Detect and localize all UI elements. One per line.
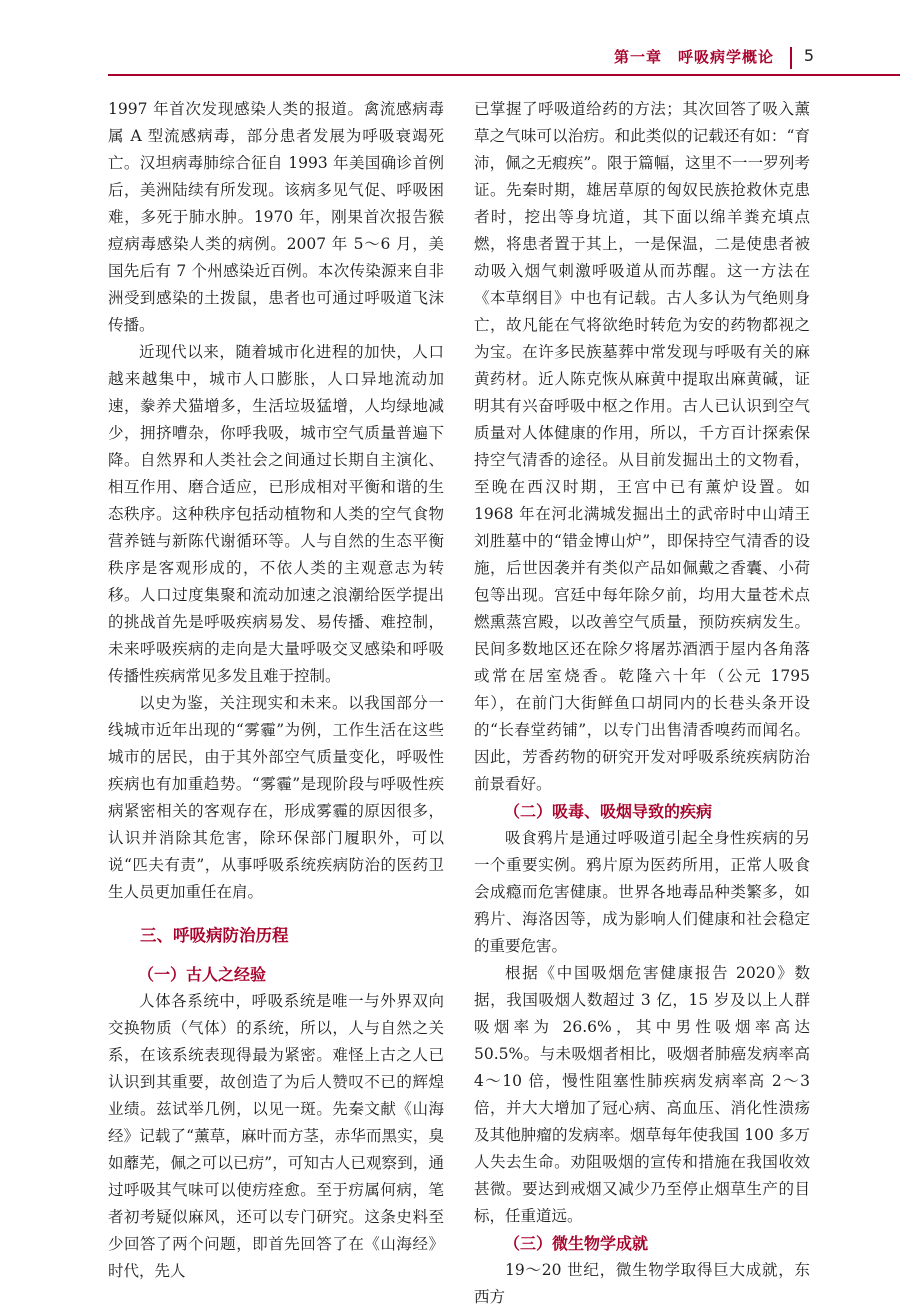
- paragraph: 近现代以来，随着城市化进程的加快，人口越来越集中，城市人口膨胀，人口异地流动加速，豢养犬猫增多，生活垃圾猛增，人均绿地减少，拥挤嘈杂，你呼我吸，城市空气质量普遍下降。自然界和人类社会之间通过长期自主演化、相互作用、磨合适应，已形成相对平衡和谐的生态秩序。这种秩序包括动植物和人类的空气食物营养链与新陈代谢循环等。人与自然的生态平衡秩序是客观形成的，不依人类的主观意志为转移。人口过度集聚和流动加速之浪潮给医学提出的挑战首先是呼吸疾病易发、易传播、难控制，未来呼吸疾病的走向是大量呼吸交叉感染和呼吸传播性疾病常见多发且难于控制。: [108, 343, 444, 685]
- paragraph: 人体各系统中，呼吸系统是唯一与外界双向交换物质（气体）的系统，所以，人与自然之关系，在该系统表现得最为紧密。难怪上古之人已认识到其重要，故创造了为后人赞叹不已的辉煌业绩。兹试举几例，以见一斑。先秦文献《山海经》记载了“薰草，麻叶而方茎，赤华而黑实，臭如蘼芜，佩之可以已疠”，可知古人已观察到，通过呼吸其气味可以使疠痊愈。至于疠属何病，笔者初考疑似麻风，还可以专门研究。这条史料至少回答了两个问题，即首先回答了在《山海经》时代，先人: [108, 992, 444, 1280]
- page-number: 5: [803, 46, 814, 65]
- paragraph: 1997 年首次发现感染人类的报道。禽流感病毒属 A 型流感病毒，部分患者发展为呼吸衰竭死亡。汉坦病毒肺综合征自 1993 年美国确诊首例后，美洲陆续有所发现。该病多见气促、呼吸困难，多死于肺水肿。1970 年，刚果首次报告猴痘病毒感染人类的病例。2007 年 5～6 月，美国先后有 7 个州感染近百例。本次传染源来自非洲受到感染的土拨鼠，患者也可通过呼吸道飞沫传播。: [108, 100, 444, 334]
- subsection-heading: （一）古人之经验: [138, 965, 267, 984]
- paragraph: 已掌握了呼吸道给药的方法；其次回答了吸入薰草之气味可以治疠。和此类似的记载还有如：“育沛，佩之无瘕疾”。限于篇幅，这里不一一罗列考证。先秦时期，雄居草原的匈奴民族抢救休克患者时，挖出等身坑道，其下面以绵羊粪充填点燃，将患者置于其上，一是保温，二是使患者被动吸入烟气刺激呼吸道从而苏醒。这一方法在《本草纲目》中也有记载。古人多认为气绝则身亡，故凡能在气将欲绝时转危为安的药物都视之为宝。在许多民族墓葬中常发现与呼吸有关的麻黄药材。近人陈克恢从麻黄中提取出麻黄碱，证明其有兴奋呼吸中枢之作用。古人已认识到空气质量对人体健康的作用，所以，千方百计探索保持空气清香的途径。从目前发掘出土的文物看，至晚在西汉时期，王宫中已有薰炉设置。如 1968 年在河北满城发掘出土的武帝时中山靖王刘胜墓中的“错金博山炉”，即保持空气清香的设施，后世因袭并有类似产品如佩戴之香囊、小荷包等出现。宫廷中每年除夕前，均用大量苍术点燃熏蒸宫殿，以改善空气质量，预防疾病发生。民间多数地区还在除夕将屠苏酒洒于屋内各角落或常在居室烧香。乾隆六十年（公元 1795 年），在前门大街鲜鱼口胡同内的长巷头条开设的“长春堂药铺”，以专门出售清香嗅药而闻名。因此，芳香药物的研究开发对呼吸系统疾病防治前景看好。: [474, 100, 810, 793]
- paragraph: 根据《中国吸烟危害健康报告 2020》数据，我国吸烟人数超过 3 亿，15 岁及以上人群吸烟率为 26.6%，其中男性吸烟率高达 50.5%。与未吸烟者相比，吸烟者肺癌发病率高 4～10 倍，慢性阻塞性肺疾病发病率高 2～3 倍，并大大增加了冠心病、高血压、消化性溃疡及其他肿瘤的发病率。烟草每年使我国 100 多万人失去生命。劝阻吸烟的宣传和措施在我国收效甚微。要达到戒烟又减少乃至停止烟草生产的目标，任重道远。: [474, 964, 810, 1225]
- left-column: [108, 96, 444, 1285]
- chapter-title: 第一章 呼吸病学概论: [613, 48, 774, 66]
- subsection-heading: （二）吸毒、吸烟导致的疾病: [504, 802, 713, 821]
- paragraph: 19～20 世纪，微生物学取得巨大成就，东西方: [474, 1261, 810, 1306]
- paragraph: 以史为鉴，关注现实和未来。以我国部分一线城市近年出现的“雾霾”为例，工作生活在这些城市的居民，由于其外部空气质量变化，呼吸性疾病也有加重趋势。“雾霾”是现阶段与呼吸性疾病紧密相关的客观存在，形成雾霾的原因很多，认识并消除其危害，除环保部门履职外，可以说“匹夫有责”，从事呼吸系统疾病防治的医药卫生人员更加重任在肩。: [108, 694, 444, 901]
- running-header: [0, 46, 900, 72]
- header-divider: [790, 47, 792, 69]
- header-rule: [108, 74, 900, 76]
- section-heading: 三、呼吸病防治历程: [140, 926, 289, 945]
- right-column: [474, 96, 810, 1311]
- subsection-heading: （三）微生物学成就: [504, 1234, 649, 1253]
- paragraph: 吸食鸦片是通过呼吸道引起全身性疾病的另一个重要实例。鸦片原为医药所用，正常人吸食会成瘾而危害健康。世界各地毒品种类繁多，如鸦片、海洛因等，成为影响人们健康和社会稳定的重要危害。: [474, 829, 810, 955]
